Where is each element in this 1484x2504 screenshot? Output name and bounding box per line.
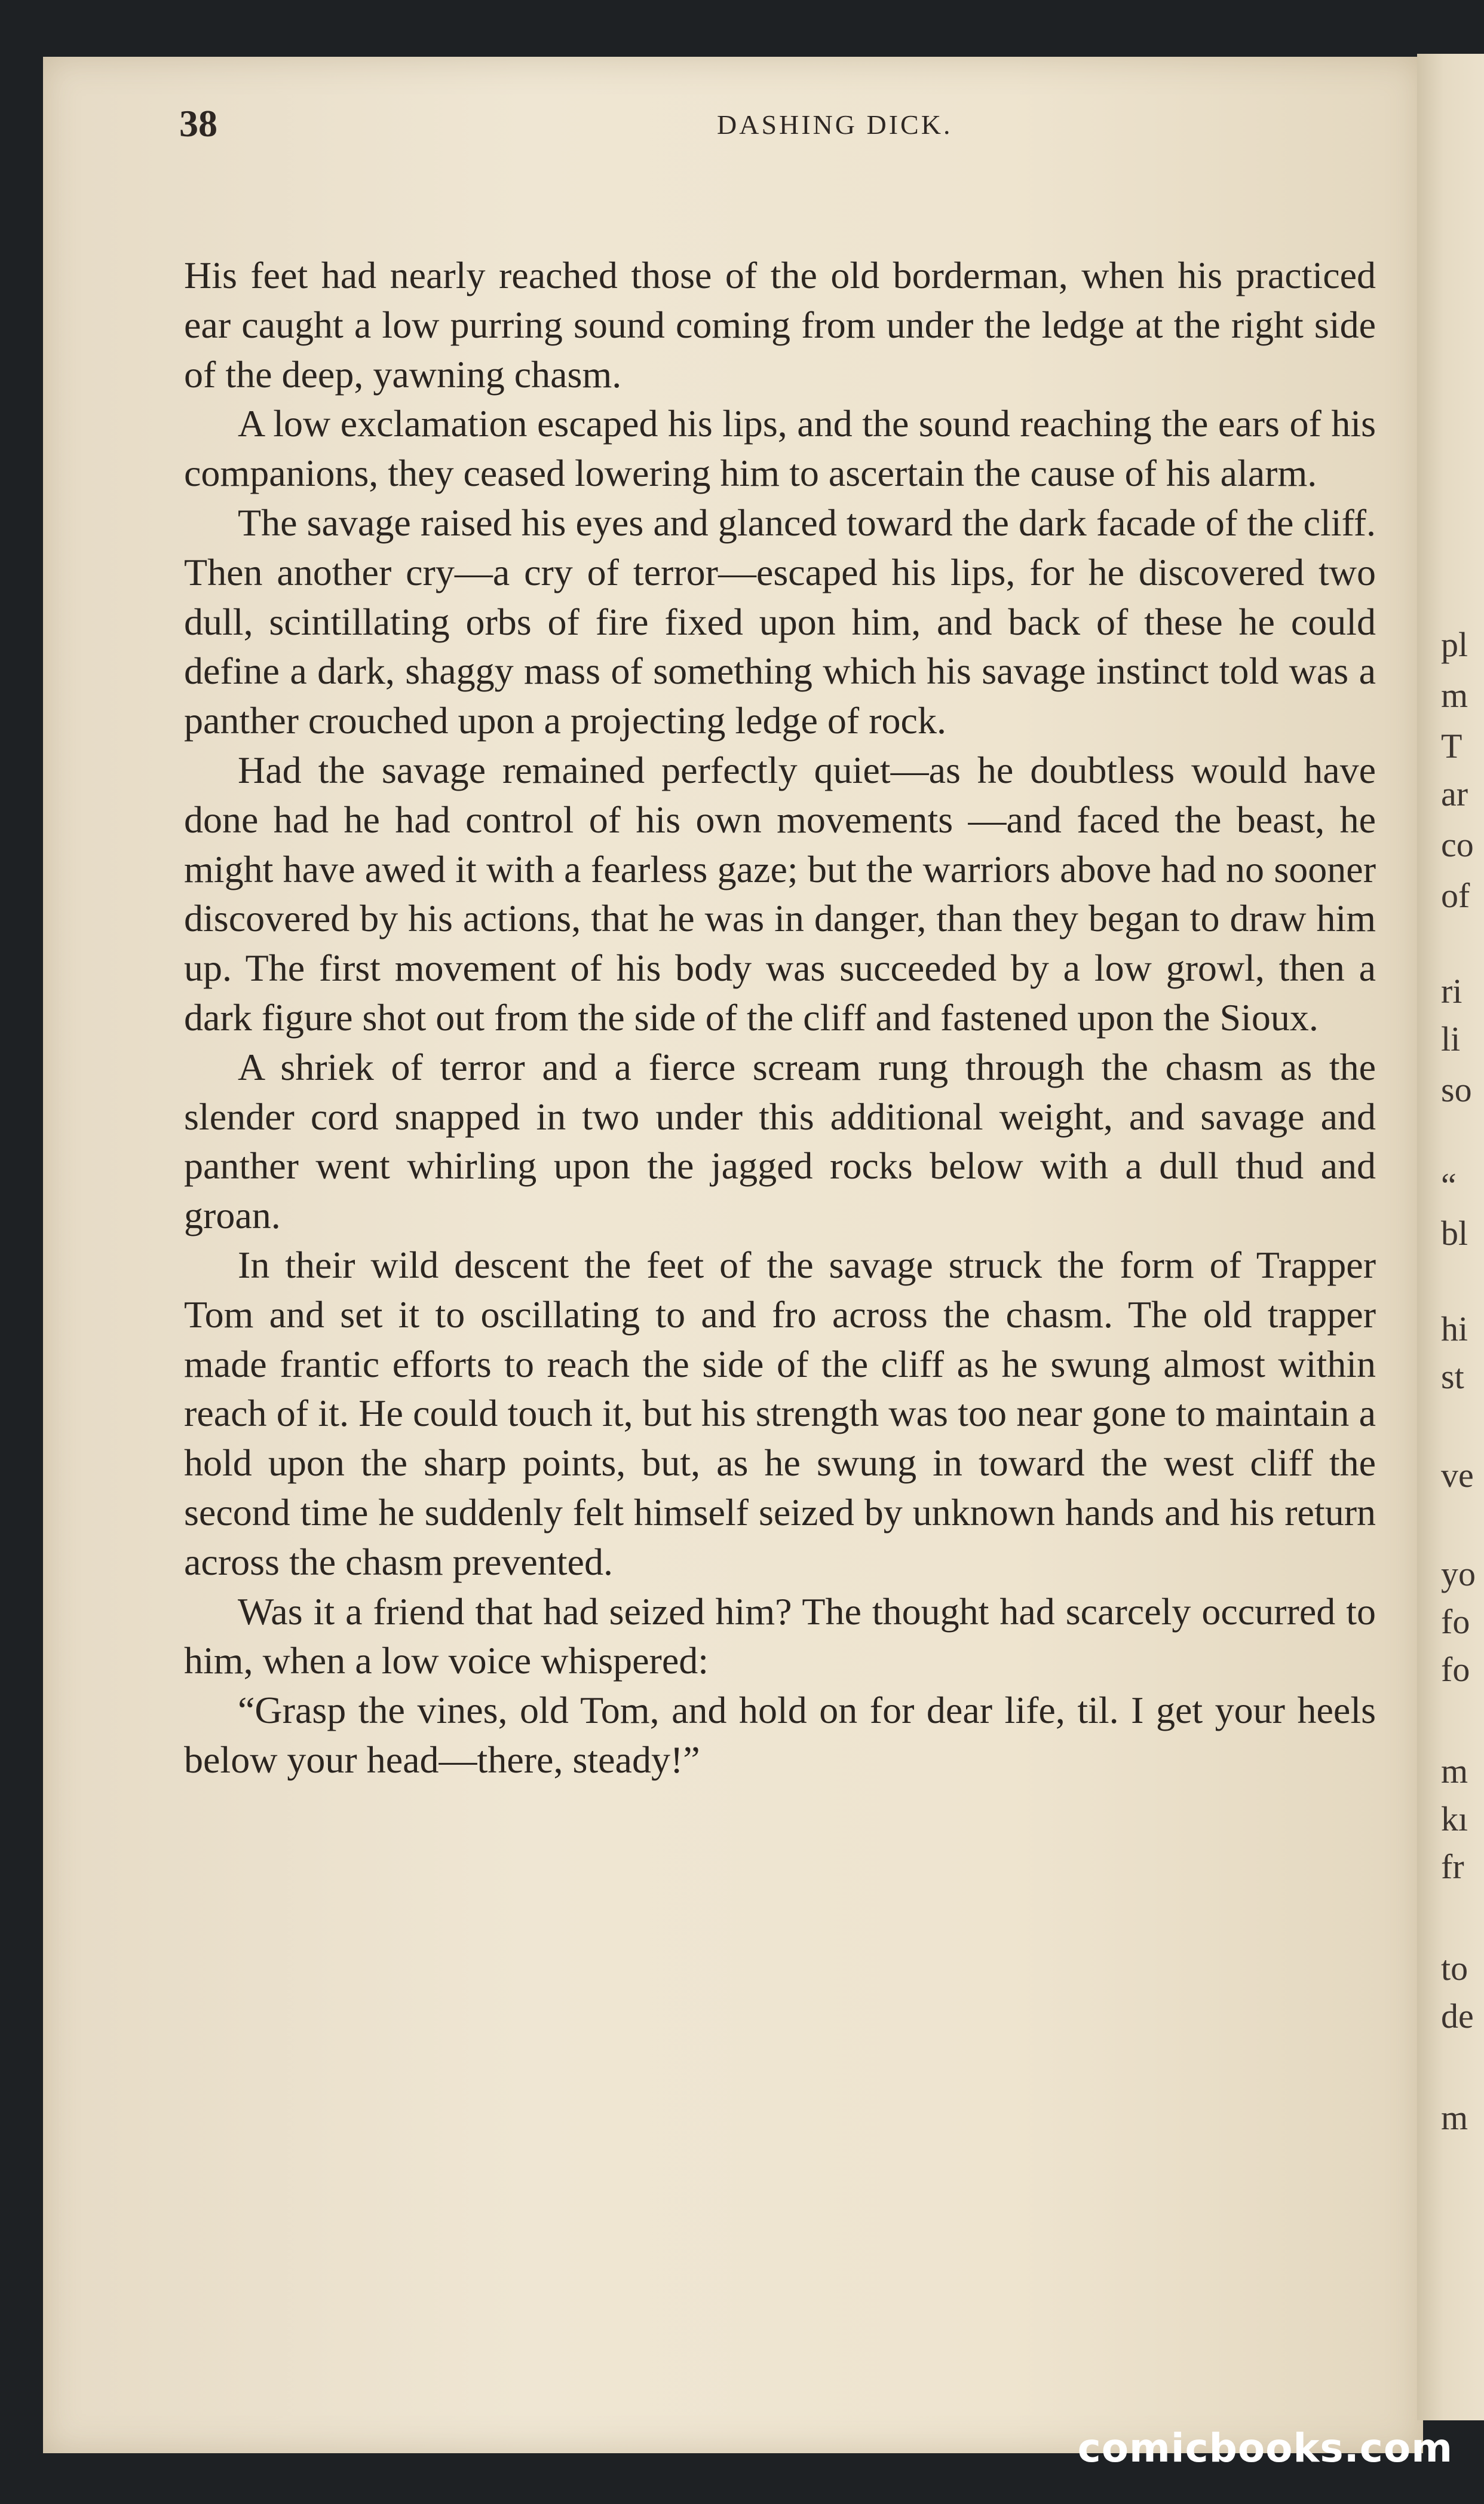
paragraph: “Grasp the vines, old Tom, and hold on for dear life, til. I get your heels below your head—there, steady!”: [184, 1689, 1376, 1781]
adjacent-page-fragment: hi: [1441, 1309, 1468, 1348]
adjacent-page-fragment: fo: [1441, 1650, 1470, 1689]
adjacent-page-fragment: ar: [1441, 775, 1468, 813]
paragraph: In their wild descent the feet of the savage struck the form of Trapper Tom and set it to oscillating to and fro across the chasm. The old trapper made frantic efforts to reach the side of the cliff as he swung almost within reach of it. He could touch it, but his strength was too near gone to maintain a hold upon the sharp points, but, as he swung in toward the west cliff the second time he suddenly felt himself seized by unknown hands and his return across the chasm prevented.: [184, 1243, 1376, 1583]
adjacent-page-fragment: kı: [1441, 1799, 1468, 1838]
adjacent-page-edge: [1417, 54, 1484, 2420]
adjacent-page-fragment: fr: [1441, 1847, 1464, 1886]
body-text: [184, 251, 1376, 1785]
adjacent-page-fragment: m: [1441, 676, 1468, 715]
adjacent-page-fragment: ri: [1441, 972, 1462, 1011]
watermark: comicbooks.com: [1077, 2425, 1453, 2471]
adjacent-page-fragment: yo: [1441, 1554, 1476, 1593]
adjacent-page-fragment: de: [1441, 1997, 1474, 2035]
adjacent-page-fragment: li: [1441, 1020, 1461, 1058]
paragraph: Was it a friend that had seized him? The thought had scarcely occurred to him, when a low voice whispered:: [184, 1590, 1376, 1682]
paragraph: His feet had nearly reached those of the old borderman, when his practiced ear caught a low purring sound coming from under the ledge at the right side of the deep, yawning chasm.: [184, 254, 1376, 396]
adjacent-page-fragment: m: [1441, 1752, 1468, 1790]
paragraph: A low exclamation escaped his lips, and the sound reaching the ears of his companions, they ceased lowering him to ascertain the cause of his alarm.: [184, 402, 1376, 495]
adjacent-page-fragment: co: [1441, 825, 1474, 864]
running-head: DASHING DICK.: [717, 109, 953, 140]
paragraph: A shriek of terror and a fierce scream rung through the chasm as the slender cord snapped in two under this additional weight, and savage and panther went whirling upon the jagged rocks below with a dull thud and groan.: [184, 1045, 1376, 1237]
page-header: [179, 102, 1484, 149]
adjacent-page-fragment: fo: [1441, 1602, 1470, 1641]
adjacent-page-fragment: bl: [1441, 1214, 1468, 1253]
paragraph: Had the savage remained perfectly quiet—as he doubtless would have done had he had control of his own movements —and faced the beast, he might have awed it with a fearless gaze; but the warriors above had no sooner discovered by his actions, that he was in danger, than they began to draw him up. The first movement of his body was succeeded by a low growl, then a dark figure shot out from the side of the cliff and fastened upon the Sioux.: [184, 748, 1376, 1039]
paragraph: The savage raised his eyes and glanced toward the dark facade of the cliff. Then another cry—a cry of terror—escaped his lips, for he discovered two dull, scintillating orbs of fire fixed upon him, and back of these he could define a dark, shaggy mass of something which his savage instinct told was a panther crouched upon a projecting ledge of rock.: [184, 501, 1376, 742]
adjacent-page-fragment: m: [1441, 2098, 1468, 2137]
adjacent-page-fragment: T: [1441, 727, 1462, 766]
adjacent-page-fragment: pl: [1441, 625, 1468, 664]
adjacent-page-fragment: ve: [1441, 1456, 1474, 1495]
adjacent-page-fragment: “: [1441, 1166, 1457, 1205]
adjacent-page-fragment: so: [1441, 1070, 1472, 1109]
adjacent-page-fragment: of: [1441, 876, 1470, 915]
adjacent-page-fragment: st: [1441, 1357, 1464, 1396]
adjacent-page-fragment: to: [1441, 1949, 1468, 1988]
page-number: 38: [179, 102, 217, 145]
